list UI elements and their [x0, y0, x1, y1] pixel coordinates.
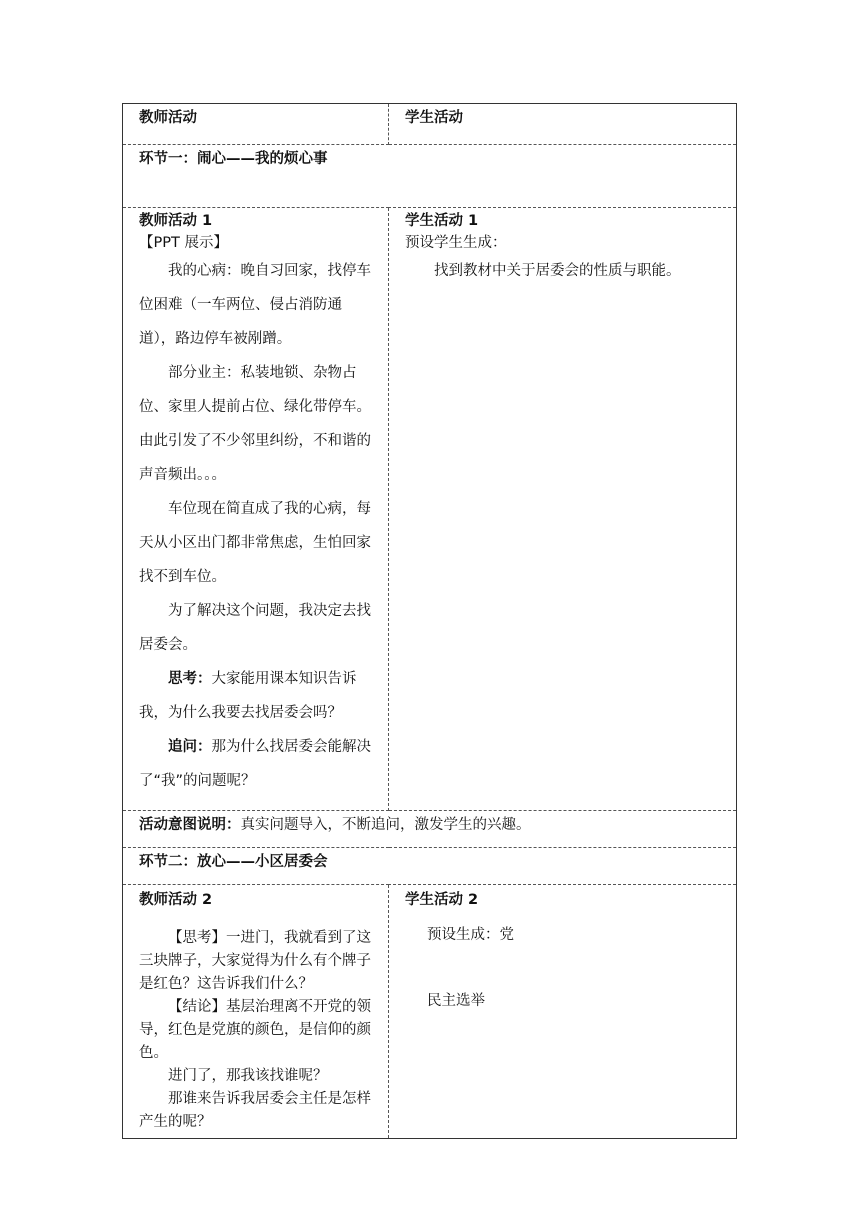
section1-title: 环节一：闹心——我的烦心事 — [123, 145, 737, 208]
student-activity2-title: 学生活动 2 — [405, 892, 479, 908]
student-activity1-cell — [389, 208, 737, 811]
paragraph-1: 我的心病：晚自习回家，找停车位困难（一车两位、侵占消防通道），路边停车被剐蹭。 — [139, 263, 371, 347]
ppt-label: 【PPT 展示】 — [139, 235, 228, 251]
student-activity1-text: 找到教材中关于居委会的性质与职能。 — [434, 263, 681, 279]
think-text: 大家能用课本知识告诉我，为什么我要去找居委会吗？ — [139, 671, 357, 721]
think-label: 思考： — [168, 671, 212, 687]
paragraph-2: 部分业主：私装地锁、杂物占位、家里人提前占位、绿化带停车。由此引发了不少邻里纠纷，不和谐的声音频出。。。 — [139, 365, 371, 483]
activity1-row — [123, 208, 737, 811]
section2-row — [123, 848, 737, 885]
teacher-activity1-title: 教师活动 1 — [139, 213, 213, 229]
think-paragraph — [139, 662, 378, 730]
header-student-cell: 学生活动 — [389, 104, 737, 145]
section1-row — [123, 145, 737, 208]
followup-label: 追问： — [168, 739, 212, 755]
followup-paragraph — [139, 730, 378, 798]
student-preset-2: 预设生成：党 — [427, 927, 514, 943]
header-row — [123, 104, 737, 145]
student-activity1-title: 学生活动 1 — [405, 213, 479, 229]
think-para-2: 【思考】一进门，我就看到了这三块牌子，大家觉得为什么有个牌子是红色？这告诉我们什么？ — [139, 930, 371, 992]
teacher-activity2-cell — [123, 885, 389, 1139]
activity2-row — [123, 885, 737, 1139]
intent-row — [123, 811, 737, 848]
header-teacher-cell: 教师活动 — [123, 104, 389, 145]
followup-text: 那为什么找居委会能解决了“我”的问题呢？ — [139, 739, 371, 789]
teacher-activity1-cell — [123, 208, 389, 811]
intent-label: 活动意图说明： — [139, 817, 241, 833]
line-find-who: 进门了，那我该找谁呢？ — [168, 1068, 328, 1084]
conclusion-para: 【结论】基层治理离不开党的领导，红色是党旗的颜色，是信仰的颜色。 — [139, 999, 371, 1061]
teacher-activity2-title: 教师活动 2 — [139, 892, 213, 908]
student-preset-label: 预设学生生成： — [405, 235, 507, 251]
paragraph-4: 为了解决这个问题，我决定去找居委会。 — [139, 603, 371, 653]
student-activity2-cell — [389, 885, 737, 1139]
lesson-plan-table — [122, 103, 737, 1139]
section2-title: 环节二：放心——小区居委会 — [123, 848, 737, 885]
intent-text: 真实问题导入，不断追问，激发学生的兴趣。 — [240, 817, 531, 833]
paragraph-3: 车位现在简直成了我的心病，每天从小区出门都非常焦虑，生怕回家找不到车位。 — [139, 501, 371, 585]
student-answer-2: 民主选举 — [427, 993, 485, 1009]
intent-cell — [123, 811, 737, 848]
line-how-elected: 那谁来告诉我居委会主任是怎样产生的呢？ — [139, 1091, 371, 1130]
